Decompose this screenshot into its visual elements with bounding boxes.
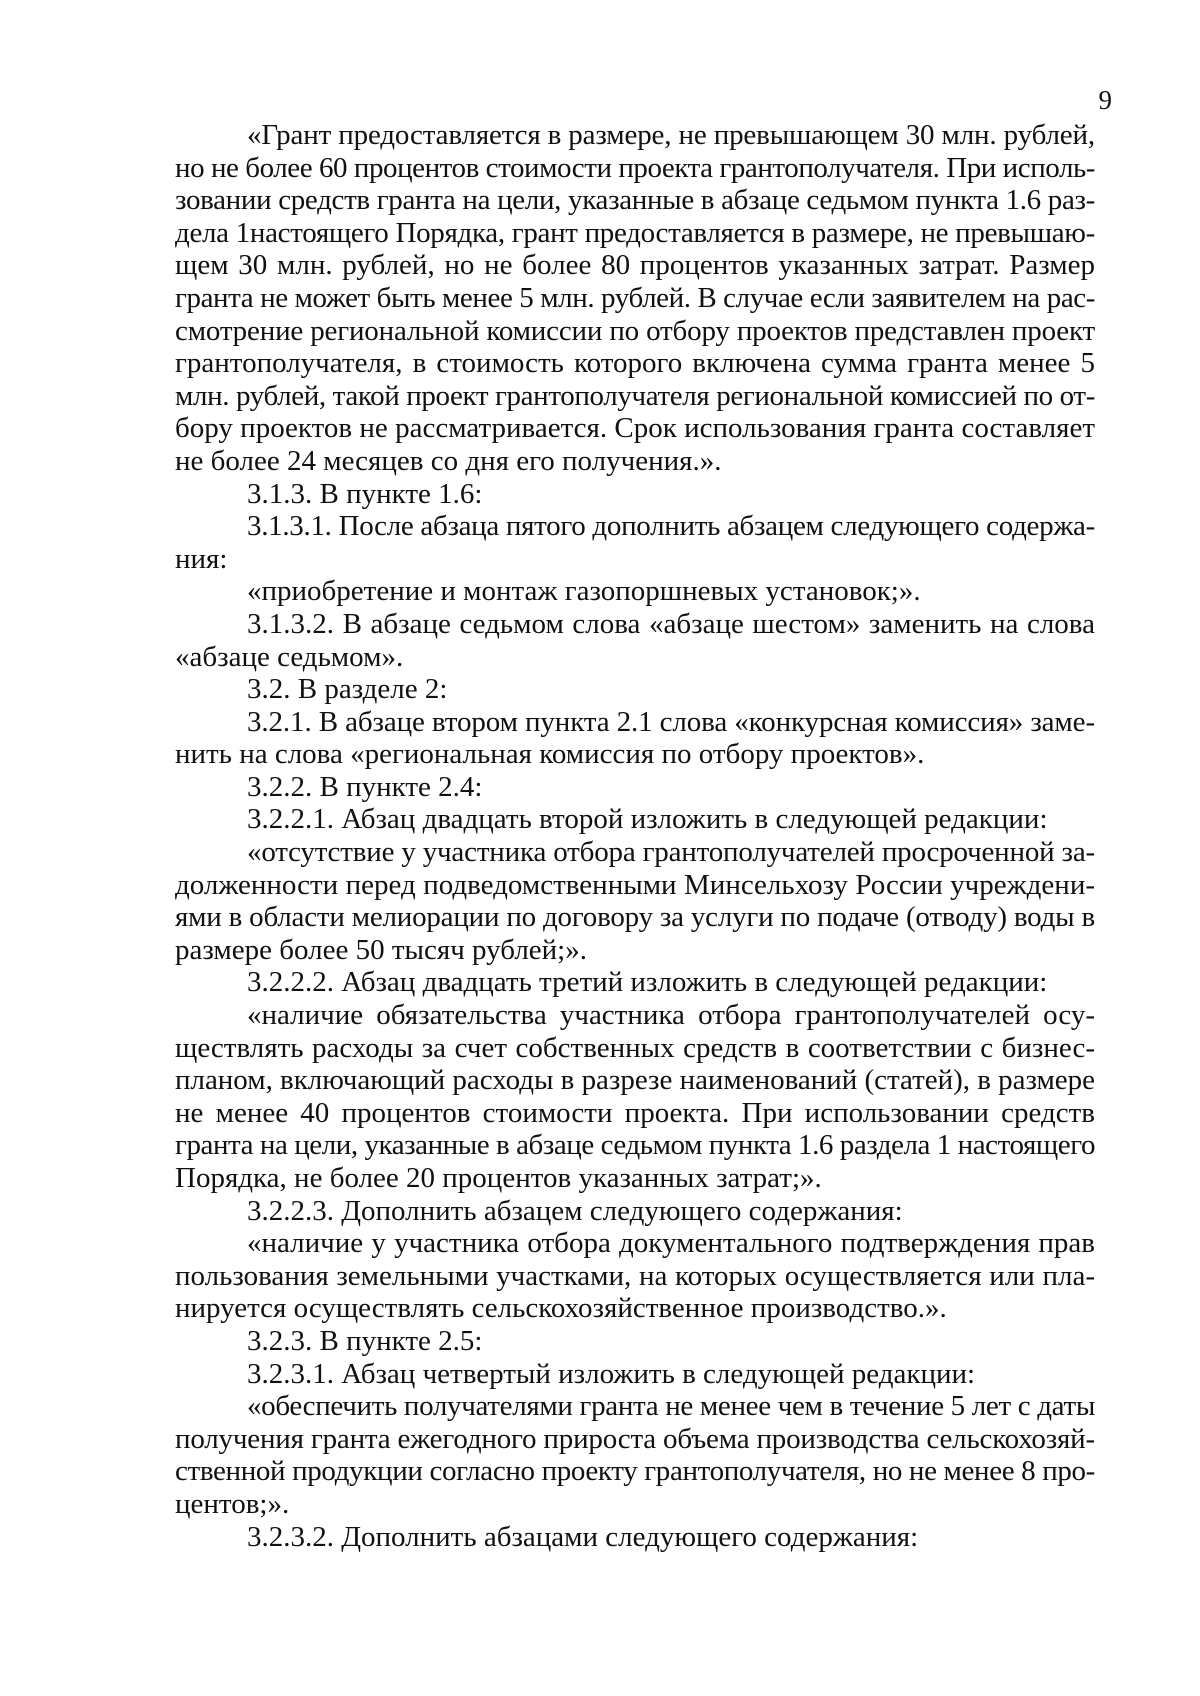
text-line: дела 1настоящего Порядка, грант предоставляется в размере, не превышаю- [175, 216, 1095, 249]
text-line: ния: [175, 542, 228, 575]
text-line: «приобретение и монтаж газопоршневых установок;». [247, 575, 921, 608]
text-line: нируется осуществлять сельскохозяйственное производство.». [175, 1292, 947, 1325]
text-line: млн. рублей, такой проект грантополучателя региональной комиссией по от- [175, 379, 1095, 412]
text-line: пользования земельными участками, на которых осуществляется или пла- [175, 1259, 1095, 1292]
text-line: зовании средств гранта на цели, указанные в абзаце седьмом пункта 1.6 раз- [175, 184, 1095, 217]
text-line: 3.2.1. В абзаце втором пункта 2.1 слова «конкурсная комиссия» заме- [247, 705, 1095, 738]
text-line: 3.2.3.1. Абзац четвертый изложить в следующей редакции: [247, 1357, 976, 1390]
page-number: 9 [1098, 85, 1112, 115]
document-body [175, 119, 1095, 1553]
text-line: центов;». [175, 1487, 290, 1520]
text-line: 3.1.3.2. В абзаце седьмом слова «абзаце шестом» заменить на слова [247, 607, 1095, 640]
text-line: 3.2. В разделе 2: [247, 673, 448, 706]
text-line: «обеспечить получателями гранта не менее чем в течение 5 лет с даты [247, 1390, 1095, 1423]
text-line: Порядка, не более 20 процентов указанных затрат;». [175, 1162, 822, 1194]
text-line: 3.1.3. В пункте 1.6: [247, 477, 483, 510]
text-line: «абзаце седьмом». [175, 640, 404, 673]
text-line: «отсутствие у участника отбора грантополучателей просроченной за- [247, 836, 1095, 869]
text-line: 3.2.3.2. Дополнить абзацами следующего содержания: [247, 1520, 919, 1553]
text-line: не менее 40 процентов стоимости проекта. При использовании средств [175, 1096, 1095, 1129]
text-line: размере более 50 тысяч рублей;». [175, 933, 587, 966]
text-line: «Грант предоставляется в размере, не превышающем 30 млн. рублей, [247, 119, 1095, 151]
text-line: грантополучателя, в стоимость которого включена сумма гранта менее 5 [175, 347, 1095, 380]
text-line: 3.2.2. В пункте 2.4: [247, 770, 483, 803]
text-line: щем 30 млн. рублей, но не более 80 процентов указанных затрат. Размер [175, 249, 1095, 282]
text-line: планом, включающий расходы в разрезе наименований (статей), в размере [175, 1064, 1095, 1097]
text-line: «наличие у участника отбора документального подтверждения прав [247, 1227, 1095, 1260]
text-line: 3.2.2.1. Абзац двадцать второй изложить в следующей редакции: [247, 803, 1048, 836]
text-line: 3.2.2.3. Дополнить абзацем следующего содержания: [247, 1194, 903, 1227]
text-line: но не более 60 процентов стоимости проекта грантополучателя. При исполь- [175, 151, 1095, 184]
text-line: 3.1.3.1. После абзаца пятого дополнить абзацем следующего содержа- [247, 510, 1095, 543]
text-line: не более 24 месяцев со дня его получения.». [175, 444, 722, 477]
text-line: получения гранта ежегодного прироста объема производства сельскохозяй- [175, 1422, 1095, 1455]
text-line: ями в области мелиорации по договору за услуги по подаче (отводу) воды в [175, 901, 1095, 934]
text-line: ществлять расходы за счет собственных средств в соответствии с бизнес- [175, 1031, 1095, 1064]
text-line: нить на слова «региональная комиссия по отбору проектов». [175, 738, 925, 771]
text-line: 3.2.3. В пункте 2.5: [247, 1324, 483, 1357]
text-line: долженности перед подведомственными Минсельхозу России учреждени- [175, 868, 1095, 901]
text-line: 3.2.2.2. Абзац двадцать третий изложить в следующей редакции: [247, 966, 1048, 999]
text-line: бору проектов не рассматривается. Срок использования гранта составляет [175, 412, 1095, 445]
text-line: ственной продукции согласно проекту грантополучателя, но не менее 8 про- [175, 1455, 1095, 1488]
text-line: «наличие обязательства участника отбора грантополучателей осу- [247, 999, 1095, 1032]
text-line: гранта не может быть менее 5 млн. рублей. В случае если заявителем на рас- [175, 281, 1095, 314]
text-line: гранта на цели, указанные в абзаце седьмом пункта 1.6 раздела 1 настоящего [175, 1129, 1095, 1162]
text-line: смотрение региональной комиссии по отбору проектов представлен проект [175, 314, 1095, 347]
